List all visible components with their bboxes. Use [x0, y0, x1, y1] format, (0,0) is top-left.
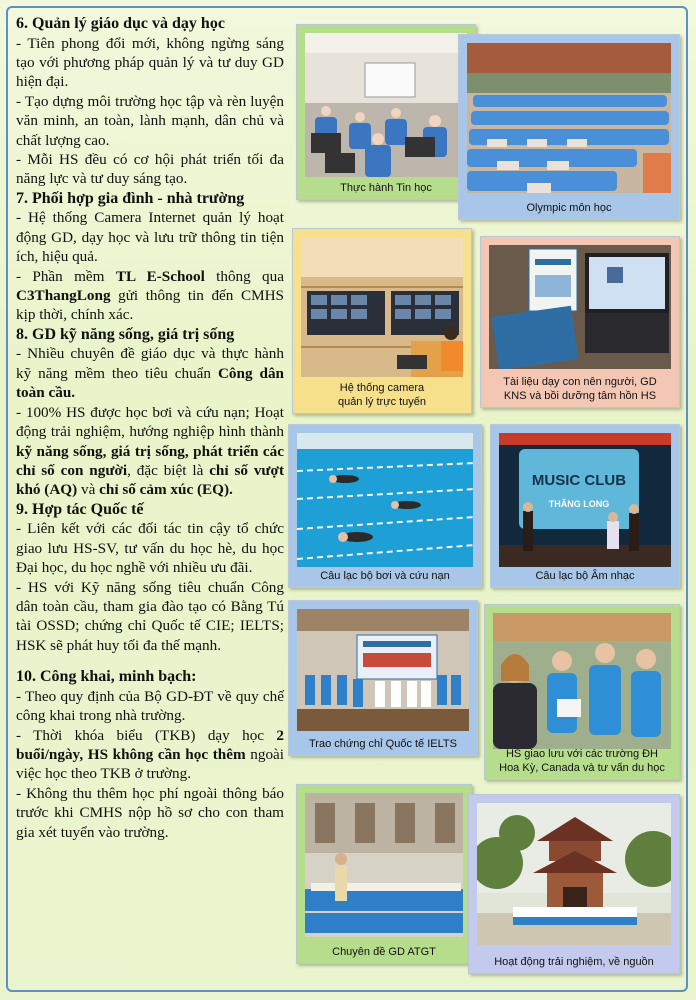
music-club-sign: MUSIC CLUB	[531, 472, 627, 489]
caption-books	[485, 375, 675, 403]
caption-camera-line-2: quản lý trực tuyến	[337, 396, 427, 408]
field-trip-image	[477, 803, 671, 945]
caption-camera-line-1: Hệ thống camera	[339, 382, 425, 394]
text-column	[16, 14, 284, 842]
eschool-name: TL E-School	[115, 267, 205, 285]
section-10-bullet-1: - Theo quy định của Bộ GD-ĐT về quy chế công khai trong nhà trường.	[16, 687, 284, 725]
caption-ielts: Trao chứng chỉ Quốc tế IELTS	[309, 738, 457, 750]
photo-field-trip	[468, 794, 680, 974]
photo-books	[480, 236, 680, 408]
section-10-bullet-3: - Không thu thêm học phí ngoài thông báo trước khi CMHS nộp hồ sơ cho con tham gia xét tuyển vào trường.	[16, 784, 284, 841]
traffic-safety-image	[305, 793, 463, 937]
exchange-image	[493, 613, 671, 749]
section-9-title: 9. Hợp tác Quốc tế	[16, 500, 144, 518]
caption-camera-system	[297, 381, 467, 409]
section-6-bullet-2: - Tạo dựng môi trường học tập và rèn luyện văn minh, an toàn, lành mạnh, dân chủ và chất lượng cao.	[16, 92, 284, 149]
caption-olympiad: Olympic môn học	[526, 202, 612, 214]
ielts-image	[297, 609, 469, 731]
olympiad-image	[467, 43, 671, 193]
aq-text: chỉ số vượt khó (AQ)	[16, 461, 285, 499]
caption-traffic-safety: Chuyên đề GD ATGT	[332, 946, 436, 958]
photo-olympiad	[458, 34, 680, 220]
section-10-bullet-2-post: ngoài việc học theo TKB ở trường.	[16, 745, 284, 783]
c3thanglong-name: C3ThangLong	[16, 287, 111, 305]
section-8-bullet-2	[16, 403, 284, 500]
section-10-title: 10. Công khai, minh bạch:	[16, 668, 197, 686]
swimming-image	[297, 433, 473, 567]
section-8-bullet-2-mid: , đặc biệt là	[127, 461, 210, 479]
books-image	[489, 245, 671, 369]
photo-computer-lab	[296, 24, 476, 200]
photo-camera-system	[292, 228, 472, 414]
section-7-bullet-2	[16, 267, 284, 325]
section-10-bullet-2	[16, 726, 284, 784]
section-8-bullet-1-pre: - Nhiều chuyên đề giáo dục và thực hành kỹ năng mềm theo tiêu chuẩn	[16, 345, 284, 382]
section-9-bullet-2: - HS với Kỹ năng sống tiêu chuẩn Công dân toàn cầu, tham gia đào tạo có Bằng Tú tài OSSD; chứng chỉ Quốc tế CIE; IELTS; HSK sẽ phát huy tối đa thế mạnh.	[16, 578, 284, 654]
music-club-thanglong: THĂNG LONG	[548, 499, 610, 509]
camera-system-image	[301, 237, 463, 377]
computer-lab-image	[305, 33, 467, 177]
section-6-bullet-3: - Mỗi HS đều có cơ hội phát triển tối đa năng lực và tư duy sáng tạo.	[16, 151, 284, 188]
section-8-bullet-2-and: và	[77, 481, 100, 499]
photo-traffic-safety	[296, 784, 472, 964]
global-citizen-text: Công dân toàn cầu.	[16, 364, 285, 402]
photo-exchange	[484, 604, 680, 780]
eq-text: chỉ số cảm xúc (EQ).	[99, 481, 233, 499]
two-sessions-text: 2 buổi/ngày, HS không cần học thêm	[16, 726, 284, 763]
section-6-title: 6. Quản lý giáo dục và dạy học	[16, 15, 225, 32]
section-9-bullet-1: - Liên kết với các đối tác tin cậy tổ chức giao lưu HS-SV, tư vấn du học hè, du học Đại học, du học nghề với nhiều ưu đãi.	[16, 520, 284, 577]
caption-music-club: Câu lạc bộ Âm nhạc	[535, 570, 635, 582]
section-8-bullet-2-pre: - 100% HS được học bơi và cứu nạn; Hoạt động trải nghiệm, hướng nghiệp hình thành	[16, 403, 284, 441]
caption-exchange	[489, 747, 675, 775]
photo-music-club	[490, 424, 680, 588]
section-7-bullet-2-mid: thông qua	[204, 267, 284, 285]
section-8-bullet-1	[16, 344, 284, 402]
caption-exchange-line-2: Hoa Kỳ, Canada và tư vấn du học	[499, 762, 665, 774]
section-7-bullet-1: - Hệ thống Camera Internet quản lý hoạt động GD, dạy học và lưu trữ thông tin tiện ích, hiệu quả.	[16, 209, 284, 266]
caption-field-trip: Hoạt động trải nghiệm, về nguồn	[494, 956, 654, 968]
caption-exchange-line-1: HS giao lưu với các trường ĐH	[505, 748, 659, 760]
caption-swimming: Câu lạc bộ bơi và cứu nạn	[320, 570, 450, 582]
section-8-title: 8. GD kỹ năng sống, giá trị sống	[16, 325, 235, 343]
photo-swimming	[288, 424, 482, 588]
photo-ielts	[288, 600, 478, 756]
life-skills-text: kỹ năng sống, giá trị sống, phát triển các chỉ số con người	[16, 442, 284, 479]
section-7-title: 7. Phối hợp gia đình - nhà trường	[16, 189, 245, 207]
caption-computer-lab: Thực hành Tin học	[340, 182, 432, 194]
caption-books-line-1: Tài liệu dạy con nên người, GD	[503, 376, 657, 388]
section-7-bullet-2-post: gửi thông tin đến CMHS kịp thời, chính xác.	[16, 287, 284, 324]
music-club-image	[499, 433, 671, 567]
section-7-bullet-2-pre: - Phần mềm	[16, 267, 116, 285]
caption-books-line-2: KNS và bồi dưỡng tâm hồn HS	[503, 390, 657, 402]
section-10-bullet-2-pre: - Thời khóa biểu (TKB) dạy học	[16, 726, 277, 744]
section-6-bullet-1: - Tiên phong đổi mới, không ngừng sáng tạo với phương pháp quản lý và tư duy GD hiện đại.	[16, 34, 284, 91]
section-10	[16, 667, 284, 842]
